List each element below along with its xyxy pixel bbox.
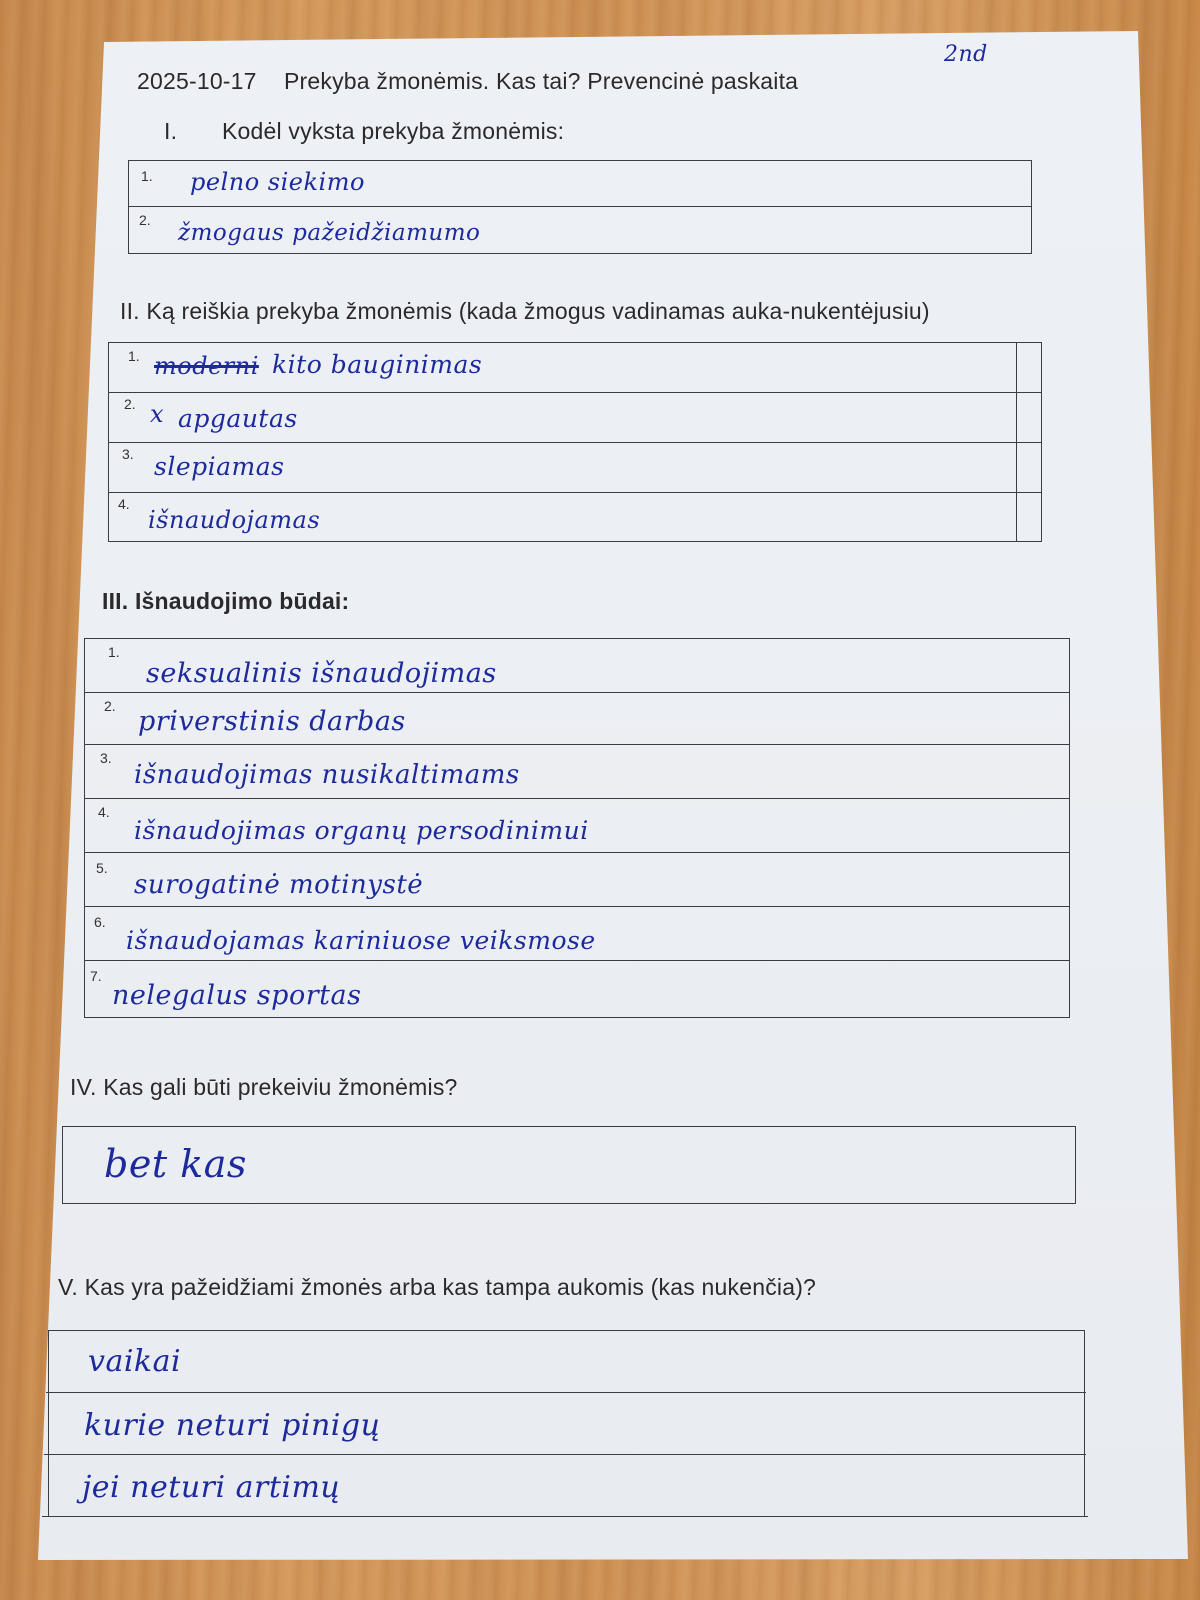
section1-row2-num: 2.	[139, 212, 151, 228]
section1-question: Kodėl vyksta prekyba žmonėmis:	[222, 118, 565, 144]
section3-row4-answer: išnaudojimas organų persodinimui	[134, 816, 589, 845]
section3-question: III. Išnaudojimo būdai:	[102, 588, 350, 614]
section1-numeral: I.	[164, 118, 178, 144]
section3-row1-answer: seksualinis išnaudojimas	[146, 658, 497, 689]
section3-row1-num: 1.	[108, 644, 120, 660]
header-date: 2025-10-17	[137, 68, 257, 94]
corner-note: 2nd	[944, 42, 988, 67]
section5-question: V. Kas yra pažeidžiami žmonės arba kas tampa aukomis (kas nukenčia)?	[58, 1274, 817, 1300]
section3-row7-num: 7.	[90, 968, 102, 984]
section3-row4-num: 4.	[98, 804, 110, 820]
section3-row6-num: 6.	[94, 914, 106, 930]
section3-row6-answer: išnaudojamas kariniuose veiksmose	[126, 926, 596, 955]
section5-answer-2: kurie neturi pinigų	[84, 1408, 381, 1443]
page-title: Prekyba žmonėmis. Kas tai? Prevencinė paskaita	[284, 68, 799, 94]
section5-answer-1: vaikai	[88, 1344, 182, 1379]
section3-row7-answer: nelegalus sportas	[112, 980, 362, 1011]
section3-row2-num: 2.	[104, 698, 116, 714]
section2-row4-num: 4.	[118, 496, 130, 512]
section2-row2-struck: x	[150, 400, 165, 428]
section2-row3-answer: slepiamas	[154, 452, 285, 481]
section3-row5-num: 5.	[96, 860, 108, 876]
section3-row3-answer: išnaudojimas nusikaltimams	[134, 760, 520, 790]
section1-row2-answer: žmogaus pažeidžiamumo	[178, 220, 481, 246]
section2-row2-num: 2.	[124, 396, 136, 412]
section5-answer-3: jei neturi artimų	[82, 1470, 341, 1505]
section3-row5-answer: surogatinė motinystė	[134, 870, 424, 900]
section1-row1-num: 1.	[141, 168, 153, 184]
section2-row1-struck: moderni	[154, 352, 259, 380]
section2-row4-answer: išnaudojamas	[148, 506, 321, 534]
section2-row2-answer: apgautas	[178, 404, 298, 433]
section3-row2-answer: priverstinis darbas	[138, 706, 406, 737]
section4-question: IV. Kas gali būti prekeiviu žmonėmis?	[70, 1074, 458, 1100]
section2-row1-answer: kito bauginimas	[272, 350, 483, 379]
section2-row1-num: 1.	[128, 348, 140, 364]
section2-row3-num: 3.	[122, 446, 134, 462]
section4-answer: bet kas	[104, 1142, 247, 1186]
section3-row3-num: 3.	[100, 750, 112, 766]
section2-question: II. Ką reiškia prekyba žmonėmis (kada žmogus vadinamas auka-nukentėjusiu)	[120, 298, 930, 324]
section1-row1-answer: pelno siekimo	[190, 168, 365, 196]
